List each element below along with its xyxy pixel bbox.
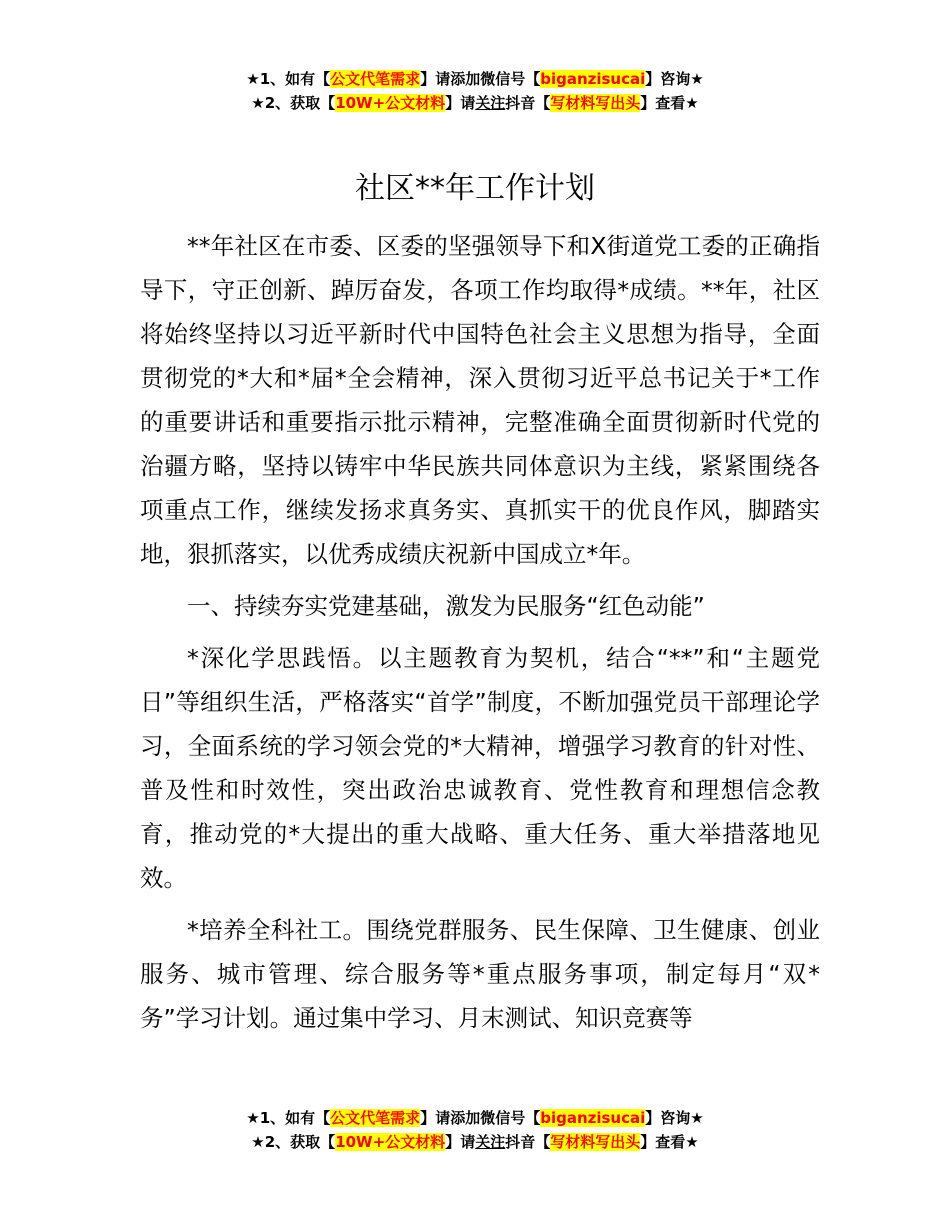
banner-text: ★1、如有【 [246, 70, 331, 88]
banner-highlight: 写材料写出头 [550, 1133, 641, 1151]
document-body [140, 224, 820, 1040]
banner-text: 】请添加微信号【 [420, 70, 541, 88]
banner-highlight: 公文代笔需求 [330, 1109, 421, 1127]
body-paragraph: *培养全科社工。围绕党群服务、民生保障、卫生健康、创业服务、城市管理、综合服务等*重点服务事项，制定每月“双*务”学习计划。通过集中学习、月末测试、知识竞赛等 [140, 916, 820, 1032]
section-heading: 一、持续夯实党建基础，激发为民服务“红色动能” [187, 592, 705, 620]
banner-text: 】查看★ [640, 94, 699, 112]
banner-highlight: 10W+公文材料 [335, 94, 446, 112]
banner-highlight: biganzisucai [540, 1109, 646, 1127]
banner-highlight: 10W+公文材料 [335, 1133, 446, 1151]
banner-text: 】咨询★ [645, 1109, 704, 1127]
header-banner [0, 67, 950, 115]
banner-text: ★2、获取【 [251, 94, 336, 112]
banner-highlight: 公文代笔需求 [330, 70, 421, 88]
banner-line-1 [0, 67, 950, 91]
banner-underlined-text: 关注 [475, 94, 506, 112]
banner-text: 抖音【 [505, 1133, 551, 1151]
banner-line-2 [0, 91, 950, 115]
banner-text: 】请添加微信号【 [420, 1109, 541, 1127]
document-title: 社区**年工作计划 [355, 171, 595, 206]
footer-banner [0, 1106, 950, 1154]
banner-underlined-text: 关注 [475, 1133, 506, 1151]
banner-text: 】请 [445, 94, 476, 112]
banner-line-2 [0, 1130, 950, 1154]
banner-text: ★2、获取【 [251, 1133, 336, 1151]
intro-paragraph: **年社区在市委、区委的坚强领导下和X街道党工委的正确指导下，守正创新、踔厉奋发，各项工作均取得*成绩。**年，社区将始终坚持以习近平新时代中国特色社会主义思想为指导，全面贯彻党的*大和*届*全会精神，深入贯彻习近平总书记关于*工作的重要讲话和重要指示批示精神，完整准确全面贯彻新时代党的治疆方略，坚持以铸牢中华民族共同体意识为主线，紧紧围绕各项重点工作，继续发扬求真务实、真抓实干的优良作风，脚踏实地，狠抓落实，以优秀成绩庆祝新中国成立*年。 [140, 232, 820, 568]
banner-highlight: 写材料写出头 [550, 94, 641, 112]
banner-highlight: biganzisucai [540, 70, 646, 88]
banner-text: 抖音【 [505, 94, 551, 112]
banner-text: 】查看★ [640, 1133, 699, 1151]
body-paragraph: *深化学思践悟。以主题教育为契机，结合“**”和“主题党日”等组织生活，严格落实“首学”制度，不断加强党员干部理论学习，全面系统的学习领会党的*大精神，增强学习教育的针对性、普及性和时效性，突出政治忠诚教育、党性教育和理想信念教育，推动党的*大提出的重大战略、重大任务、重大举措落地见效。 [140, 644, 820, 892]
banner-text: 】请 [445, 1133, 476, 1151]
banner-text: ★1、如有【 [246, 1109, 331, 1127]
banner-line-1 [0, 1106, 950, 1130]
banner-text: 】咨询★ [645, 70, 704, 88]
